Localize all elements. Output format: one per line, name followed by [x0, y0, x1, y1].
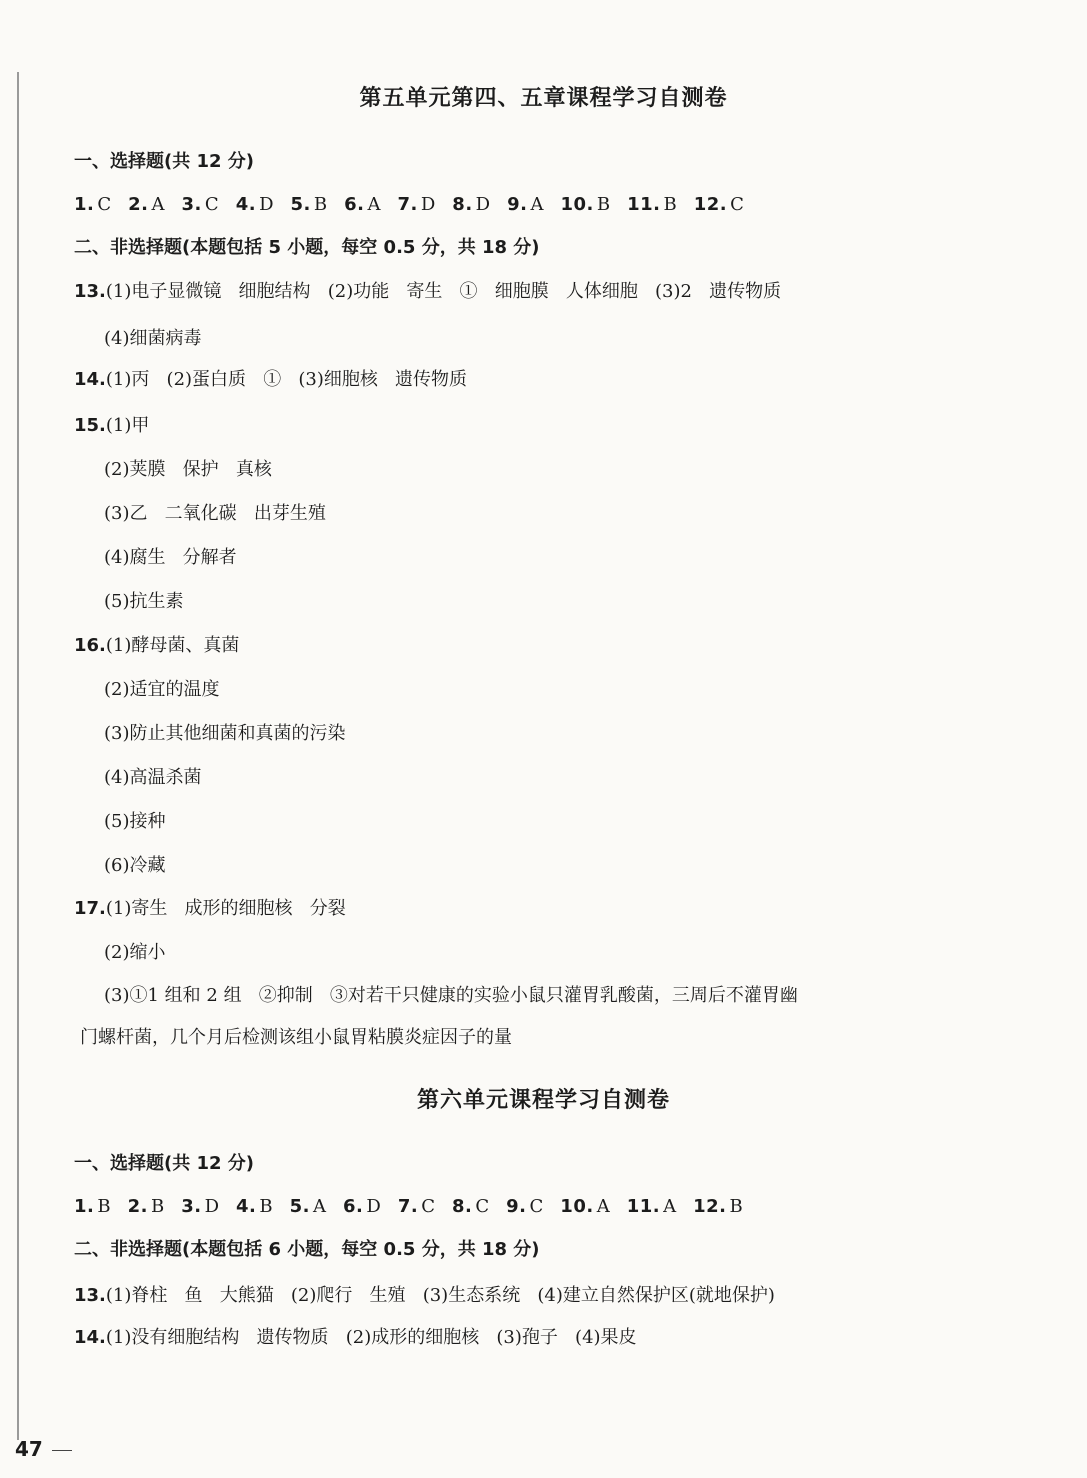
mc-answer-letter: C — [475, 1196, 490, 1217]
mc-answer-number: 1. — [74, 194, 95, 215]
answer-text: (1)甲 — [105, 415, 150, 436]
question-number: 13. — [74, 1285, 106, 1306]
question-number: 14. — [74, 369, 106, 390]
answer-text: (4)腐生 分解者 — [104, 547, 237, 568]
mc-answer-letter: D — [259, 194, 274, 215]
mc-answer-number: 10. — [560, 1196, 594, 1217]
mc-answer-letter: B — [97, 1196, 111, 1217]
answer-line — [74, 900, 346, 918]
section-2-title: 第六单元课程学习自测卷 — [416, 1088, 670, 1113]
answer-text: (2)适宜的温度 — [104, 679, 220, 700]
mc-answer-number: 2. — [127, 1196, 148, 1217]
mc-answer-letter: B — [150, 1196, 165, 1217]
answer-line — [104, 461, 272, 479]
mc-answer-letter: D — [420, 194, 436, 215]
answer-text: (1)脊柱 鱼 大熊猫 (2)爬行 生殖 (3)生态系统 (4)建立自然保护区(就地保护) — [105, 1285, 775, 1306]
answer-text: (1)电子显微镜 细胞结构 (2)功能 寄生 ① 细胞膜 人体细胞 (3)2 遗传物质 — [105, 281, 782, 302]
page-number-dash — [52, 1450, 72, 1451]
mc-answer-number: 7. — [397, 194, 418, 215]
mc-answer-number: 4. — [235, 194, 257, 215]
mc-answer — [128, 1196, 165, 1217]
mc-answer-number: 10. — [560, 194, 594, 215]
mc-answer-letter: D — [204, 1196, 220, 1217]
mc-answer-letter: A — [663, 1196, 677, 1217]
answer-line — [80, 1029, 512, 1047]
mc-answer — [181, 1196, 219, 1217]
mc-answer-letter: C — [730, 194, 744, 215]
mc-answer-number: 1. — [74, 1196, 95, 1217]
mc-answer — [560, 194, 610, 215]
mc-answer-letter: A — [151, 194, 165, 215]
section-2-mc-heading: 一、选择题(共 12 分) — [74, 1153, 255, 1174]
answer-text: (1)寄生 成形的细胞核 分裂 — [105, 898, 346, 919]
question-number: 15. — [74, 415, 106, 436]
mc-answer — [452, 194, 490, 215]
mc-answer-letter: B — [259, 1196, 273, 1217]
section-2-mc-answers — [74, 1198, 760, 1216]
mc-answer-letter: A — [530, 194, 544, 215]
mc-answer — [128, 194, 164, 215]
answer-text: (5)抗生素 — [104, 591, 184, 612]
mc-answer — [182, 194, 219, 215]
answer-text: (1)酵母菌、真菌 — [105, 635, 240, 656]
mc-answer-number: 6. — [343, 1196, 364, 1217]
mc-answer-letter: B — [596, 194, 611, 215]
mc-answer-number: 8. — [451, 1196, 473, 1217]
mc-answer — [290, 1196, 326, 1217]
mc-answer — [397, 194, 435, 215]
answer-line — [104, 549, 237, 567]
mc-answer-number: 12. — [693, 1196, 727, 1217]
answer-line — [104, 330, 202, 348]
answer-line — [74, 283, 781, 301]
answer-text: 门螺杆菌，几个月后检测该组小鼠胃粘膜炎症因子的量 — [80, 1027, 512, 1048]
answer-text: (2)缩小 — [104, 942, 166, 963]
section-1-mc-heading: 一、选择题(共 12 分) — [74, 151, 255, 172]
section-1-nonmc-heading: 二、非选择题(本题包括 5 小题，每空 0.5 分，共 18 分) — [74, 237, 540, 258]
mc-answer-letter: C — [97, 194, 112, 215]
mc-answer — [694, 194, 744, 215]
answer-text: (4)细菌病毒 — [104, 328, 202, 349]
answer-line — [74, 1329, 637, 1347]
answer-line — [74, 417, 149, 435]
section-1-title: 第五单元第四、五章课程学习自测卷 — [359, 86, 728, 111]
section-2-nonmc-heading: 二、非选择题(本题包括 6 小题，每空 0.5 分，共 18 分) — [74, 1239, 540, 1260]
question-number: 16. — [74, 635, 106, 656]
answer-line — [74, 371, 467, 389]
answer-line — [104, 725, 346, 743]
mc-answer — [236, 194, 274, 215]
mc-answer-number: 7. — [397, 1196, 419, 1217]
mc-answer-letter: D — [366, 1196, 381, 1217]
mc-answer-letter: A — [313, 1196, 327, 1217]
mc-answer-number: 5. — [290, 194, 311, 215]
answer-text: (1)没有细胞结构 遗传物质 (2)成形的细胞核 (3)孢子 (4)果皮 — [105, 1327, 637, 1348]
mc-answer — [507, 194, 543, 215]
mc-answer-letter: C — [529, 1196, 544, 1217]
answer-text: (4)高温杀菌 — [104, 767, 202, 788]
mc-answer — [74, 1196, 111, 1217]
answer-line — [104, 505, 326, 523]
answer-text: (5)接种 — [104, 811, 166, 832]
page-number: 47 — [15, 1437, 43, 1461]
mc-answer — [344, 194, 380, 215]
answer-line — [74, 637, 239, 655]
question-number: 14. — [74, 1327, 106, 1348]
mc-answer — [291, 194, 328, 215]
answer-text: (3)乙 二氧化碳 出芽生殖 — [104, 503, 326, 524]
mc-answer — [627, 194, 677, 215]
answer-line — [104, 813, 166, 831]
mc-answer-number: 11. — [626, 1196, 661, 1217]
answer-text: (2)荚膜 保护 真核 — [104, 459, 272, 480]
mc-answer-letter: B — [729, 1196, 743, 1217]
mc-answer-number: 3. — [181, 194, 202, 215]
mc-answer — [506, 1196, 543, 1217]
mc-answer-number: 4. — [236, 1196, 257, 1217]
mc-answer-letter: D — [475, 194, 491, 215]
mc-answer-letter: B — [663, 194, 677, 215]
answer-line — [104, 769, 202, 787]
mc-answer — [236, 1196, 273, 1217]
mc-answer — [627, 1196, 676, 1217]
mc-answer-number: 3. — [181, 1196, 202, 1217]
answer-line — [104, 593, 184, 611]
answer-line — [104, 857, 166, 875]
mc-answer-letter: C — [204, 194, 219, 215]
question-number: 13. — [74, 281, 106, 302]
mc-answer-letter: A — [596, 1196, 610, 1217]
answer-line — [104, 987, 798, 1005]
mc-answer-number: 2. — [128, 194, 149, 215]
mc-answer-number: 9. — [506, 1196, 527, 1217]
mc-answer-letter: B — [313, 194, 328, 215]
answer-text: (3)防止其他细菌和真菌的污染 — [104, 723, 346, 744]
mc-answer — [74, 194, 111, 215]
answer-text: (1)丙 (2)蛋白质 ① (3)细胞核 遗传物质 — [105, 369, 468, 390]
mc-answer-number: 11. — [627, 194, 661, 215]
mc-answer — [398, 1196, 435, 1217]
mc-answer — [452, 1196, 489, 1217]
answer-text: (3)①1 组和 2 组 ②抑制 ③对若干只健康的实验小鼠只灌胃乳酸菌，三周后不灌胃幽 — [104, 985, 798, 1006]
mc-answer — [693, 1196, 743, 1217]
question-number: 17. — [74, 898, 106, 919]
answer-line — [104, 681, 220, 699]
mc-answer-number: 12. — [693, 194, 728, 215]
answer-line — [104, 944, 166, 962]
section-1-mc-answers — [74, 196, 761, 214]
mc-answer-number: 8. — [452, 194, 473, 215]
mc-answer-number: 9. — [507, 194, 528, 215]
mc-answer-number: 5. — [289, 1196, 311, 1217]
answer-text: (6)冷藏 — [104, 855, 166, 876]
mc-answer — [343, 1196, 381, 1217]
answer-line — [74, 1287, 775, 1305]
mc-answer-number: 6. — [344, 194, 365, 215]
mc-answer-letter: A — [367, 194, 381, 215]
mc-answer — [560, 1196, 609, 1217]
mc-answer-letter: C — [421, 1196, 435, 1217]
